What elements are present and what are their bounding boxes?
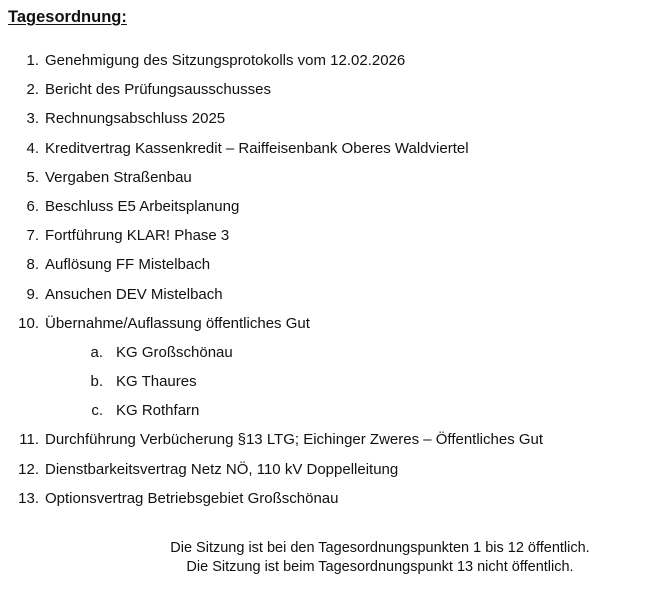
subitem-letter: c. — [91, 402, 103, 420]
item-text: Optionsvertrag Betriebsgebiet Großschönau — [45, 489, 339, 507]
item-number: 5. — [26, 168, 39, 186]
item-number: 4. — [26, 139, 39, 157]
item-text: Genehmigung des Sitzungsprotokolls vom 12.02.2026 — [45, 52, 406, 69]
item-number: 3. — [26, 110, 39, 128]
item-text: Übernahme/Auflassung öffentliches Gut — [45, 314, 310, 332]
item-number: 2. — [26, 81, 39, 99]
item-text: Kreditvertrag Kassenkredit – Raiffeisenbank Oberes Waldviertel — [45, 139, 469, 157]
item-text: Dienstbarkeitsvertrag Netz NÖ, 110 kV Doppelleitung — [45, 460, 399, 478]
item-text: Fortführung KLAR! Phase 3 — [45, 227, 230, 245]
subitem-text: KG Großschönau — [116, 343, 233, 361]
public-note-line-1: Die Sitzung ist bei den Tagesordnungspunkten 1 bis 12 öffentlich. — [170, 540, 590, 556]
item-number: 12. — [18, 460, 39, 478]
item-number: 13. — [18, 489, 39, 507]
item-text: Durchführung Verbücherung §13 LTG; Eichinger Zweres – Öffentliches Gut — [45, 431, 544, 449]
item-number: 10. — [18, 314, 39, 332]
item-text: Beschluss E5 Arbeitsplanung — [45, 197, 240, 215]
item-text: Ansuchen DEV Mistelbach — [45, 285, 223, 303]
agenda-heading: Tagesordnung: — [8, 8, 127, 26]
item-number: 9. — [26, 285, 39, 303]
subitem-text: KG Thaures — [116, 373, 197, 391]
public-session-note — [120, 539, 640, 577]
item-number: 7. — [26, 227, 39, 245]
subitem-letter: a. — [90, 343, 103, 361]
item-number: 1. — [26, 52, 39, 69]
item-text: Rechnungsabschluss 2025 — [45, 110, 226, 128]
public-note-line-2: Die Sitzung ist beim Tagesordnungspunkt 13 nicht öffentlich. — [186, 559, 574, 575]
item-number: 11. — [19, 431, 39, 449]
item-text: Bericht des Prüfungsausschusses — [45, 81, 271, 99]
item-text: Auflösung FF Mistelbach — [45, 256, 211, 274]
subitem-text: KG Rothfarn — [116, 402, 200, 420]
item-number: 8. — [26, 256, 39, 274]
item-text: Vergaben Straßenbau — [45, 168, 192, 186]
subitem-letter: b. — [90, 373, 103, 391]
item-number: 6. — [26, 197, 39, 215]
